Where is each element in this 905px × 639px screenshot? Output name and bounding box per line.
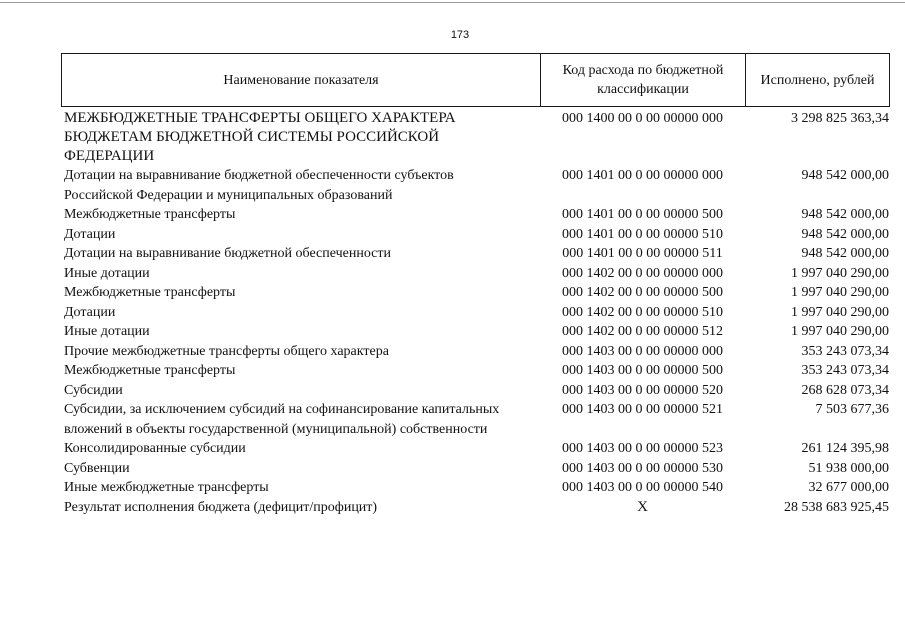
table-row [61, 381, 890, 401]
table-row [61, 283, 890, 303]
row-name: Межбюджетные трансферты [64, 285, 236, 300]
row-name: Дотации на выравнивание бюджетной обеспеченности [64, 246, 391, 261]
table-row [61, 400, 890, 439]
row-name: Субвенции [64, 460, 130, 476]
table-row [61, 459, 890, 479]
row-executed: 7 503 677,36 [815, 402, 889, 417]
row-name: Иные межбюджетные трансферты [64, 480, 269, 495]
row-executed: 261 124 395,98 [801, 441, 889, 456]
row-name: Результат исполнения бюджета (дефицит/профицит) [64, 499, 378, 515]
table-row [61, 478, 890, 498]
row-code: 000 1402 00 0 00 00000 512 [562, 324, 723, 339]
row-code: 000 1403 00 0 00 00000 520 [562, 382, 723, 398]
row-code: 000 1400 00 0 00 00000 000 [562, 111, 723, 126]
table-row [61, 322, 890, 342]
table-row [61, 264, 890, 284]
row-name: Иные дотации [64, 324, 150, 339]
row-executed: 353 243 073,34 [801, 343, 889, 359]
row-name: Дотации [64, 226, 116, 242]
row-code: 000 1403 00 0 00 00000 500 [562, 363, 723, 378]
table-row [61, 439, 890, 459]
header-name-column: Наименование показателя [62, 54, 541, 106]
table-row [61, 225, 890, 245]
row-name: Дотации на выравнивание бюджетной обеспеченности субъектов Российской Федерации и муниципальных образований [64, 168, 454, 203]
table-row [61, 205, 890, 225]
row-executed: 51 938 000,00 [808, 460, 889, 476]
row-code: 000 1403 00 0 00 00000 540 [562, 480, 723, 495]
table-body [61, 109, 890, 517]
row-code: 000 1402 00 0 00 00000 510 [562, 304, 723, 320]
row-executed: 948 542 000,00 [801, 207, 889, 222]
row-code: 000 1402 00 0 00 00000 500 [562, 285, 723, 300]
row-code: 000 1401 00 0 00 00000 510 [562, 226, 723, 242]
row-executed: 948 542 000,00 [801, 246, 889, 261]
row-executed: 3 298 825 363,34 [791, 111, 889, 126]
row-code: 000 1401 00 0 00 00000 000 [562, 168, 723, 183]
row-executed: 948 542 000,00 [801, 226, 889, 242]
table-row [61, 244, 890, 264]
row-executed: 1 997 040 290,00 [791, 324, 889, 339]
row-code: 000 1401 00 0 00 00000 500 [562, 207, 723, 222]
row-executed: 32 677 000,00 [808, 480, 889, 495]
row-name: Межбюджетные трансферты [64, 363, 236, 378]
table-row [61, 342, 890, 362]
row-name: Дотации [64, 304, 116, 320]
row-name: МЕЖБЮДЖЕТНЫЕ ТРАНСФЕРТЫ ОБЩЕГО ХАРАКТЕРА БЮДЖЕТАМ БЮДЖЕТНОЙ СИСТЕМЫ РОССИЙСКОЙ ФЕДЕРАЦИИ [64, 110, 456, 164]
row-executed: 28 538 683 925,45 [784, 499, 889, 515]
row-executed: 268 628 073,34 [801, 382, 889, 398]
row-executed: 1 997 040 290,00 [791, 285, 889, 300]
row-executed: 353 243 073,34 [801, 363, 889, 378]
row-code: 000 1402 00 0 00 00000 000 [562, 265, 723, 281]
table-row [61, 498, 890, 518]
table-row [61, 109, 890, 166]
row-executed: 948 542 000,00 [801, 168, 889, 183]
row-code: X [637, 498, 648, 515]
row-executed: 1 997 040 290,00 [791, 265, 889, 281]
table-row [61, 361, 890, 381]
table-row [61, 303, 890, 323]
table-row [61, 166, 890, 205]
header-executed-column: Исполнено, рублей [760, 72, 875, 88]
row-name: Субсидии [64, 382, 123, 398]
row-name: Иные дотации [64, 265, 150, 281]
row-name: Субсидии, за исключением субсидий на софинансирование капитальных вложений в объекты государственной (муниципальной) собственности [64, 402, 500, 437]
row-code: 000 1403 00 0 00 00000 000 [562, 343, 723, 359]
row-name: Межбюджетные трансферты [64, 207, 236, 222]
row-code: 000 1401 00 0 00 00000 511 [562, 246, 723, 261]
table-header [61, 53, 890, 107]
header-code-column: Код расхода по бюджетной классификации [541, 54, 746, 106]
row-code: 000 1403 00 0 00 00000 523 [562, 441, 723, 456]
row-name: Прочие межбюджетные трансферты общего характера [64, 343, 389, 359]
row-code: 000 1403 00 0 00 00000 530 [562, 460, 723, 476]
page-number: 173 [450, 29, 470, 41]
row-name: Консолидированные субсидии [64, 441, 246, 456]
page-top-border [0, 2, 905, 3]
row-executed: 1 997 040 290,00 [791, 304, 889, 320]
row-code: 000 1403 00 0 00 00000 521 [562, 402, 723, 417]
